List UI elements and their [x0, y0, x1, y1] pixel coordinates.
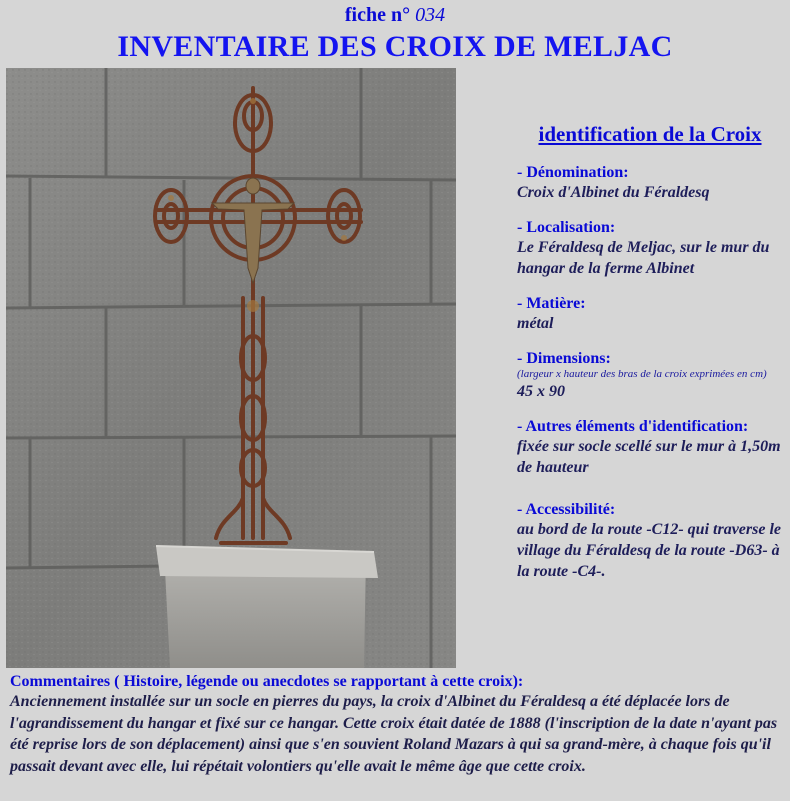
field-value: au bord de la route -C12- qui traverse le village du Féraldesq de la route -D63- à la route -C4-.: [517, 521, 781, 580]
cross-photo: [6, 68, 456, 668]
field-label: - Dénomination:: [517, 164, 629, 181]
field-value: métal: [517, 315, 554, 332]
field-dimensions: [517, 349, 784, 402]
field-localisation: [517, 218, 784, 279]
identification-title: identification de la Croix: [538, 122, 762, 146]
identification-panel: [512, 122, 784, 597]
field-label: - Autres éléments d'identification:: [517, 418, 749, 435]
comments-section: [10, 673, 782, 777]
field-value: Le Féraldesq de Meljac, sur le mur du hangar de la ferme Albinet: [517, 239, 770, 277]
field-autres-elements: [517, 417, 784, 478]
field-value: Croix d'Albinet du Féraldesq: [517, 184, 710, 201]
field-label: - Accessibilité:: [517, 501, 616, 518]
fiche-heading: [0, 4, 790, 26]
page-title: INVENTAIRE DES CROIX DE MELJAC: [117, 30, 673, 63]
field-denomination: [517, 163, 784, 203]
field-note: (largeur x hauteur des bras de la croix exprimées en cm): [517, 368, 767, 380]
field-accessibilite: [517, 500, 784, 582]
comments-heading: Commentaires ( Histoire, légende ou anecdotes se rapportant à cette croix):: [10, 673, 524, 690]
field-value: 45 x 90: [517, 383, 565, 400]
field-label: - Dimensions:: [517, 350, 611, 367]
field-label: - Localisation:: [517, 219, 616, 236]
fiche-number: 034: [415, 4, 446, 26]
field-value: fixée sur socle scellé sur le mur à 1,50m de hauteur: [517, 438, 781, 476]
field-label: - Matière:: [517, 295, 586, 312]
fiche-label: fiche n°: [344, 4, 411, 26]
field-matiere: [517, 294, 784, 334]
comments-text: Anciennement installée sur un socle en pierres du pays, la croix d'Albinet du Féraldesq a été déplacée lors de l'agrandissement du hangar et fixé sur ce hangar. Cette croix était datée de 1888 (l'inscription de la date n'ayant pas été reprise lors de son déplacement) ainsi que s'en souvient Roland Mazars à qui sa grand-mère, à chaque fois qu'il passait devant avec elle, lui répétait volontiers qu'elle avait le même âge que cette croix.: [10, 693, 778, 775]
cross-photo-illustration: [6, 68, 456, 668]
